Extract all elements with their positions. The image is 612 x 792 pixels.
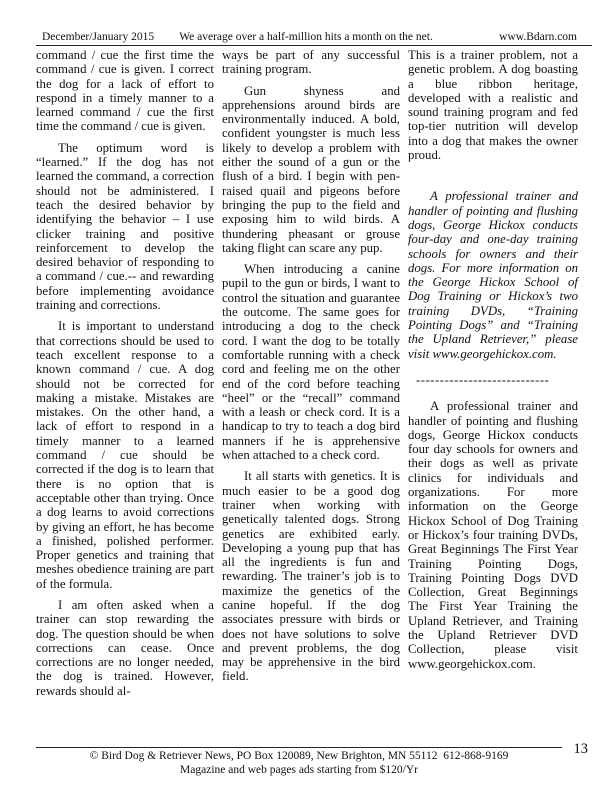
footer-copyright: © Bird Dog & Retriever News, PO Box 120089, New Brighton, MN 55112 612-868-9169	[89, 750, 509, 762]
article-paragraph: It is important to understand that corrections should be used to teach excellent response to a known command / cue. A dog should not be corrected for making a mistake. Mistakes are mistakes. On the other hand, a lack of effort to respond in a timely manner to a learned command / cue should be corrected if the dog is to learn that there is no option that is acceptable other than trying. Once a dog learns to avoid corrections by giving an effort, he has become a finished, polished performer. Proper genetics and training that meshes obedience training are part of the formula.	[36, 319, 214, 591]
page-number: 13	[573, 741, 588, 757]
footer-rule	[36, 747, 562, 748]
article-paragraph: When introducing a canine pupil to the gun or birds, I want to control the situation and guarantee the outcome. The same goes for introducing a dog to the check cord. I want the dog to be totally comfortable running with a check cord and feeling me on the other end of the cord before teaching “heel” or the “recall” command with a leash or check cord. It is a handicap to try to teach a dog bird manners if he is apprehensive when attached to a check cord.	[222, 262, 400, 463]
article-paragraph: Gun shyness and apprehensions around birds are environmentally induced. A bold, confident youngster is much less likely to develop a problem with either the sound of a gun or the flush of a bird. I begin with pen-raised quail and pigeons before bringing the pup to the field and exposing him to wild birds. A thundering pheasant or grouse taking flight can scare any pup.	[222, 83, 400, 255]
header-rule	[36, 45, 592, 46]
dashed-separator: ----------------------------	[416, 372, 550, 387]
article-paragraph: command / cue the first time the command / cue is given. I correct the dog for a lack of effort to respond in a timely manner to a learned command / cue the first time the command / cue is given.	[36, 48, 214, 134]
header-website: www.Bdarn.com	[499, 31, 577, 43]
article-column-1	[36, 48, 214, 705]
article-paragraph: It all starts with genetics. It is much easier to be a good dog trainer when working with genetically talented dogs. Strong genetics are exhibited early. Developing a young pup that has all the ingredients is fun and rewarding. The trainer’s job is to maximize the genetics of the canine hopeful. If the dog associates pressure with birds or does not have solutions to solve and prevent problems, the dog may be apprehensive in the bird field.	[222, 469, 400, 684]
header-issue-date: December/January 2015	[42, 31, 155, 43]
author-bio-plain: A professional trainer and handler of pointing and flushing dogs, George Hickox conducts four day schools for owners and their dogs as well as private clinics for individuals and organizations. For more information on the George Hickox School of Dog Training or Hickox’s four training DVDs, Great Beginnings The First Year Training Pointing Dogs, Training Pointing Dogs DVD Collection, Great Beginnings The First Year Training the Upland Retriever, and Training the Upland Retriever DVD Collection, please visit www.georgehickox.com.	[408, 399, 578, 671]
author-bio-italic: A professional trainer and handler of pointing and flushing dogs, George Hickox conducts four-day and one-day training schools for owners and their dogs. For more information on the George Hickox School of Dog Training or Hickox’s two training DVDs, “Training Pointing Dogs” and “Training the Upland Retriever,” please visit www.georgehickox.com.	[408, 189, 578, 361]
footer-ad-rates: Magazine and web pages ads starting from $120/Yr	[180, 764, 418, 776]
article-column-2	[222, 48, 400, 691]
article-column-3	[408, 48, 578, 678]
article-paragraph: I am often asked when a trainer can stop rewarding the dog. The question should be when corrections can cease. Once corrections are no longer needed, the dog is trained. However, rewards should al-	[36, 597, 214, 698]
article-paragraph: This is a trainer problem, not a genetic problem. A dog boasting a blue ribbon heritage, developed with a realistic and sound training program and fed top-tier nutrition will develop into a dog that makes the owner proud.	[408, 48, 578, 163]
header-tagline: We average over a half-million hits a month on the net.	[179, 31, 433, 43]
article-paragraph: ways be part of any successful training program.	[222, 48, 400, 77]
article-paragraph: The optimum word is “learned.” If the dog has not learned the command, a correction should not be administered. I teach the desired behavior by identifying the behavior – I use clicker training and positive reinforcement to develop the desired behavior of responding to a command / cue.-- and rewarding before implementing avoidance training and corrections.	[36, 140, 214, 313]
